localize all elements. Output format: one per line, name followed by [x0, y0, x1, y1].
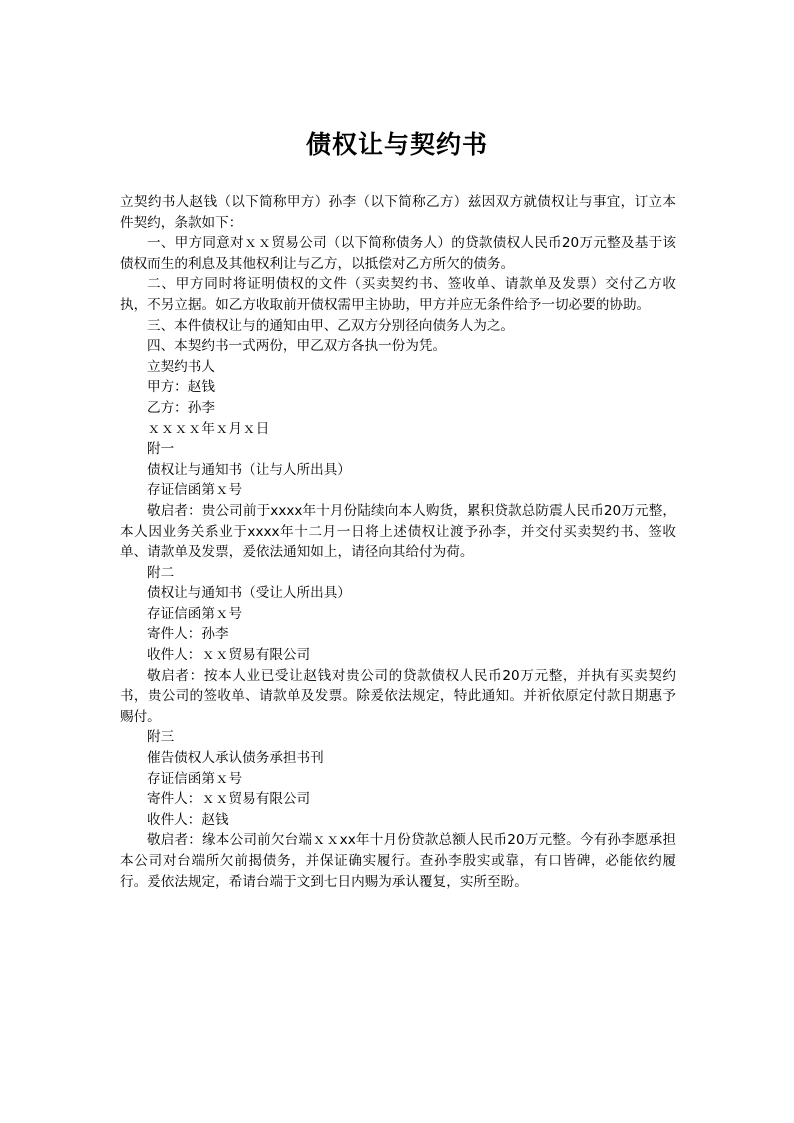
paragraph: 催告债权人承认债务承担书刊	[147, 750, 324, 767]
paragraph: 二、甲方同时将证明债权的文件（买卖契约书、签收单、请款单及发票）交付乙方收执，不另立据。如乙方收取前开债权需甲主协助，甲方并应无条件给予一切必要的协助。	[120, 276, 676, 313]
paragraph: 三、本件债权让与的通知由甲、乙双方分别径向债务人为之。	[147, 317, 515, 334]
paragraph: 立契约书人赵钱（以下简称甲方）孙李（以下简称乙方）兹因双方就债权让与事宜，订立本件契约，条款如下：	[120, 194, 676, 231]
paragraph: 附一	[147, 441, 175, 458]
paragraph: 寄件人：ｘｘ贸易有限公司	[147, 791, 311, 808]
paragraph: 敬启者：按本人业已受让赵钱对贵公司的贷款债权人民币20万元整，并执有买卖契约书，贵公司的签收单、请款单及发票。除爰依法规定，特此通知。并祈依原定付款日期惠予赐付。	[120, 667, 676, 725]
paragraph: 债权让与通知书（受让人所出具）	[147, 585, 351, 602]
paragraph: 四、本契约书一式两份，甲乙双方各执一份为凭。	[147, 338, 447, 355]
paragraph: 存证信函第ｘ号	[147, 770, 243, 787]
paragraph: 债权让与通知书（让与人所出具）	[147, 461, 351, 478]
paragraph: 存证信函第ｘ号	[147, 482, 243, 499]
paragraph: 敬启者：贵公司前于xxxx年十月份陆续向本人购货，累积贷款总防震人民币20万元整，本人因业务关系业于xxxx年十二月一日将上述债权让渡予孙李，并交付买卖契约书、签收单、请款单及发票，爰依法通知如上，请径向其给付为荷。	[120, 502, 676, 561]
paragraph: 存证信函第ｘ号	[147, 605, 243, 622]
paragraph: 乙方：孙李	[147, 399, 215, 416]
document-body	[120, 192, 676, 892]
document-title: 债权让与契约书	[305, 130, 488, 159]
paragraph: 收件人：赵钱	[147, 811, 229, 828]
paragraph: 附二	[147, 564, 175, 581]
paragraph: 敬启者：缘本公司前欠台端ｘｘxx年十月份贷款总额人民币20万元整。今有孙李愿承担本公司对台端所欠前揭债务，并保证确实履行。查孙李殷实或靠，有口皆碑，必能依约履行。爰依法规定，希请台端于文到七日内赐为承认覆复，实所至盼。	[120, 832, 676, 890]
paragraph: 附三	[147, 729, 175, 746]
paragraph: 寄件人：孙李	[147, 626, 229, 643]
paragraph: ｘｘｘｘ年ｘ月ｘ日	[147, 420, 270, 437]
paragraph: 立契约书人	[147, 358, 215, 375]
paragraph: 收件人：ｘｘ贸易有限公司	[147, 647, 311, 664]
paragraph: 一、甲方同意对ｘｘ贸易公司（以下简称债务人）的贷款债权人民币20万元整及基于该债权而生的利息及其他权利让与乙方，以抵偿对乙方所欠的债务。	[120, 235, 676, 272]
paragraph: 甲方：赵钱	[147, 379, 215, 396]
